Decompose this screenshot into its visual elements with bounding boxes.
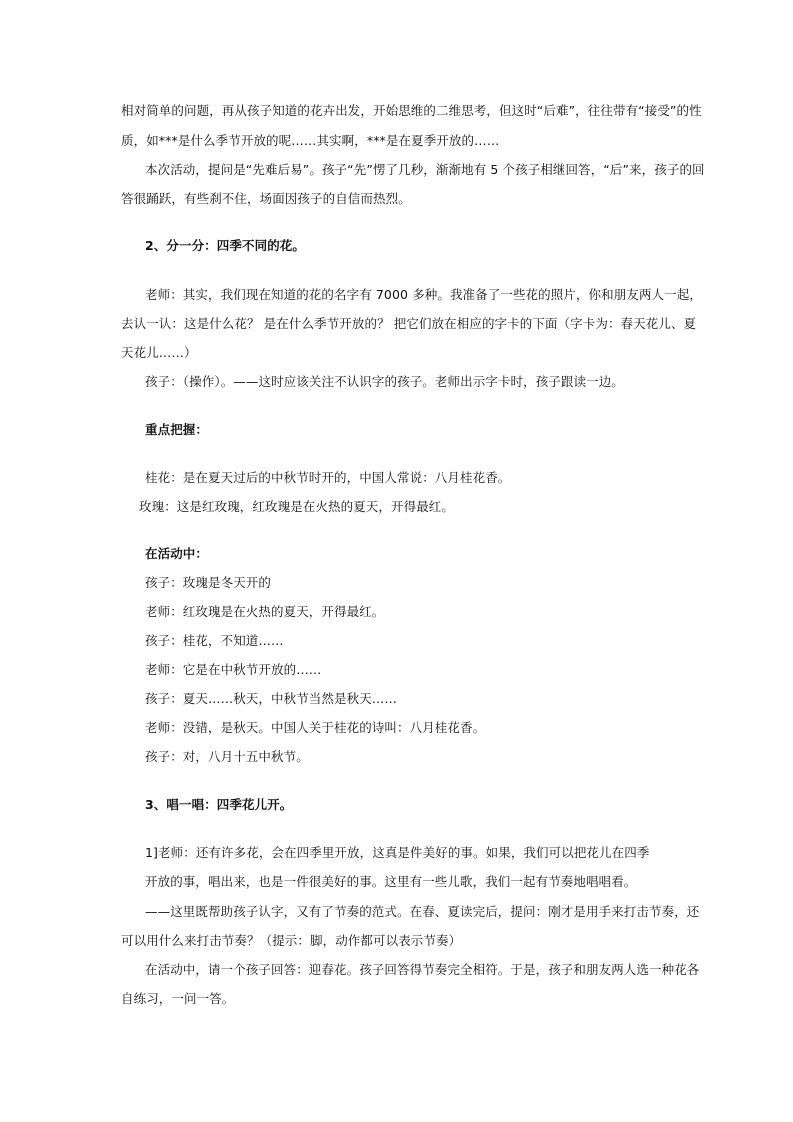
section-3-paragraph-3-line-1: 在活动中，请一个孩子回答：迎春花。孩子回答得节奏完全相符。于是，孩子和朋友两人选一种花各	[145, 962, 700, 977]
dialogue-line: 老师：它是在中秋节开放的……	[145, 662, 322, 677]
section-3-paragraph-2-line-1: ——这里既帮助孩子认字，又有了节奏的范式。在春、夏读完后，提问：刚才是用手来打击节奏，还	[145, 904, 700, 919]
dialogue-line: 孩子：玫瑰是冬天开的	[145, 575, 272, 590]
dialogue-line: 孩子：桂花，不知道……	[145, 633, 284, 648]
paragraph-1-line-1: 相对简单的问题，再从孩子知道的花卉出发，开始思维的二维思考，但这时“后难”，往往带有“接受”的性	[121, 103, 702, 118]
key-point-rose: 玫瑰：这是红玫瑰，红玫瑰是在火热的夏天，开得最红。	[139, 499, 455, 514]
paragraph-2-line-1: 本次活动，提问是“先难后易”。孩子“先”愣了几秒，渐渐地有 5 个孩子相继回答，“后”来，孩子的回	[145, 162, 705, 177]
paragraph-1-line-2: 质，如***是什么季节开放的呢……其实啊，***是在夏季开放的……	[121, 133, 500, 148]
dialogue-line: 老师：没错，是秋天。中国人关于桂花的诗叫：八月桂花香。	[145, 720, 486, 735]
section-3-heading: 3、唱一唱：四季花儿开。	[145, 797, 293, 812]
section-3-paragraph-1-line-2: 开放的事，唱出来，也是一件很美好的事。这里有一些儿歌，我们一起有节奏地唱唱看。	[145, 874, 637, 889]
section-2-heading: 2、分一分：四季不同的花。	[145, 238, 305, 253]
section-2-teacher-line-1: 老师：其实，我们现在知道的花的名字有 7000 多种。我准备了一些花的照片，你和朋友两人一起，	[145, 287, 702, 302]
section-3-paragraph-3-line-2: 自练习，一问一答。	[121, 991, 235, 1006]
dialogue-line: 老师：红玫瑰是在火热的夏天，开得最红。	[145, 604, 385, 619]
section-2-teacher-line-2: 去认一认：这是什么花？ 是在什么季节开放的？ 把它们放在相应的字卡的下面（字卡为：春天花儿、夏	[121, 316, 697, 331]
section-3-paragraph-2-line-2: 可以用什么来打击节奏？（提示：脚，动作都可以表示节奏）	[121, 933, 462, 948]
dialogue-line: 孩子：对，八月十五中秋节。	[145, 749, 309, 764]
section-2-child-line: 孩子：（操作）。——这时应该关注不认识字的孩子。老师出示字卡时，孩子跟读一边。	[145, 374, 624, 389]
section-2-teacher-line-3: 天花儿……）	[121, 345, 197, 360]
in-activity-heading: 在活动中：	[145, 546, 209, 561]
dialogue-line: 孩子：夏天……秋天，中秋节当然是秋天……	[145, 691, 398, 706]
paragraph-2-line-2: 答很踊跃，有些刹不住，场面因孩子的自信而热烈。	[121, 191, 411, 206]
key-points-heading: 重点把握：	[145, 422, 209, 437]
key-point-osmanthus: 桂花：是在夏天过后的中秋节时开的，中国人常说：八月桂花香。	[145, 470, 511, 485]
section-3-paragraph-1-line-1: 1]老师：还有许多花，会在四季里开放，这真是件美好的事。如果，我们可以把花儿在四季	[145, 845, 650, 860]
